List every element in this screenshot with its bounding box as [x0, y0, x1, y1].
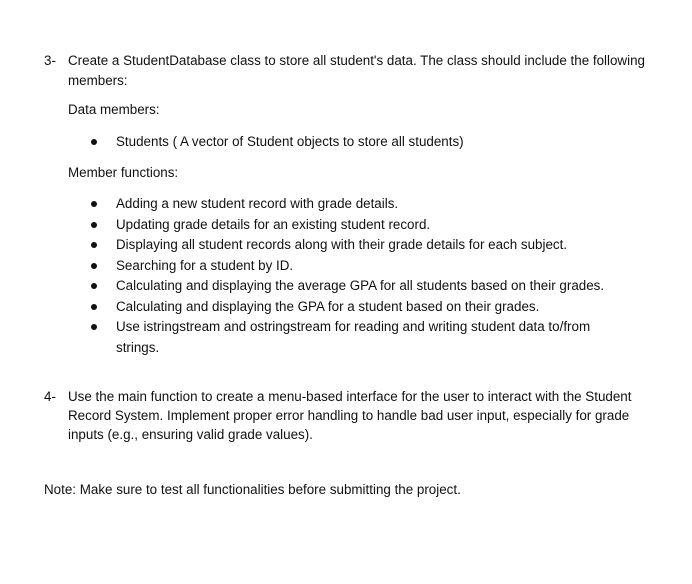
bullet-icon	[91, 324, 97, 330]
section-3-number: 3-	[44, 53, 56, 68]
member-function-item: Use istringstream and ostringstream for reading and writing student data to/from	[116, 319, 591, 334]
section-4-text-line-3: inputs (e.g., ensuring valid grade values).	[68, 427, 313, 442]
member-function-item-continuation: strings.	[116, 340, 160, 355]
section-3-text-line-2: members:	[68, 73, 128, 88]
member-function-item: Updating grade details for an existing student record.	[116, 217, 431, 232]
member-function-item: Searching for a student by ID.	[116, 258, 294, 273]
bullet-icon	[91, 201, 97, 207]
section-4-text-line-1: Use the main function to create a menu-based interface for the user to interact with the Student	[68, 389, 632, 404]
bullet-icon	[91, 242, 97, 248]
section-3-text-line-1: Create a StudentDatabase class to store all student's data. The class should include the following	[68, 53, 645, 68]
section-4-text-line-2: Record System. Implement proper error handling to handle bad user input, especially for grade	[68, 408, 630, 423]
bullet-icon	[91, 139, 97, 145]
bullet-icon	[91, 263, 97, 269]
member-function-item: Displaying all student records along with their grade details for each subject.	[116, 237, 568, 252]
member-function-item: Calculating and displaying the average GPA for all students based on their grades.	[116, 278, 605, 293]
bullet-icon	[91, 304, 97, 310]
bullet-icon	[91, 283, 97, 289]
bullet-icon	[91, 222, 97, 228]
note-text: Note: Make sure to test all functionalities before submitting the project.	[44, 482, 461, 497]
member-functions-heading: Member functions:	[68, 165, 179, 180]
member-function-item: Calculating and displaying the GPA for a student based on their grades.	[116, 299, 540, 314]
member-function-item: Adding a new student record with grade details.	[116, 196, 399, 211]
data-members-heading: Data members:	[68, 102, 160, 117]
section-4-number: 4-	[44, 389, 56, 404]
data-member-item: Students ( A vector of Student objects to store all students)	[116, 134, 464, 149]
